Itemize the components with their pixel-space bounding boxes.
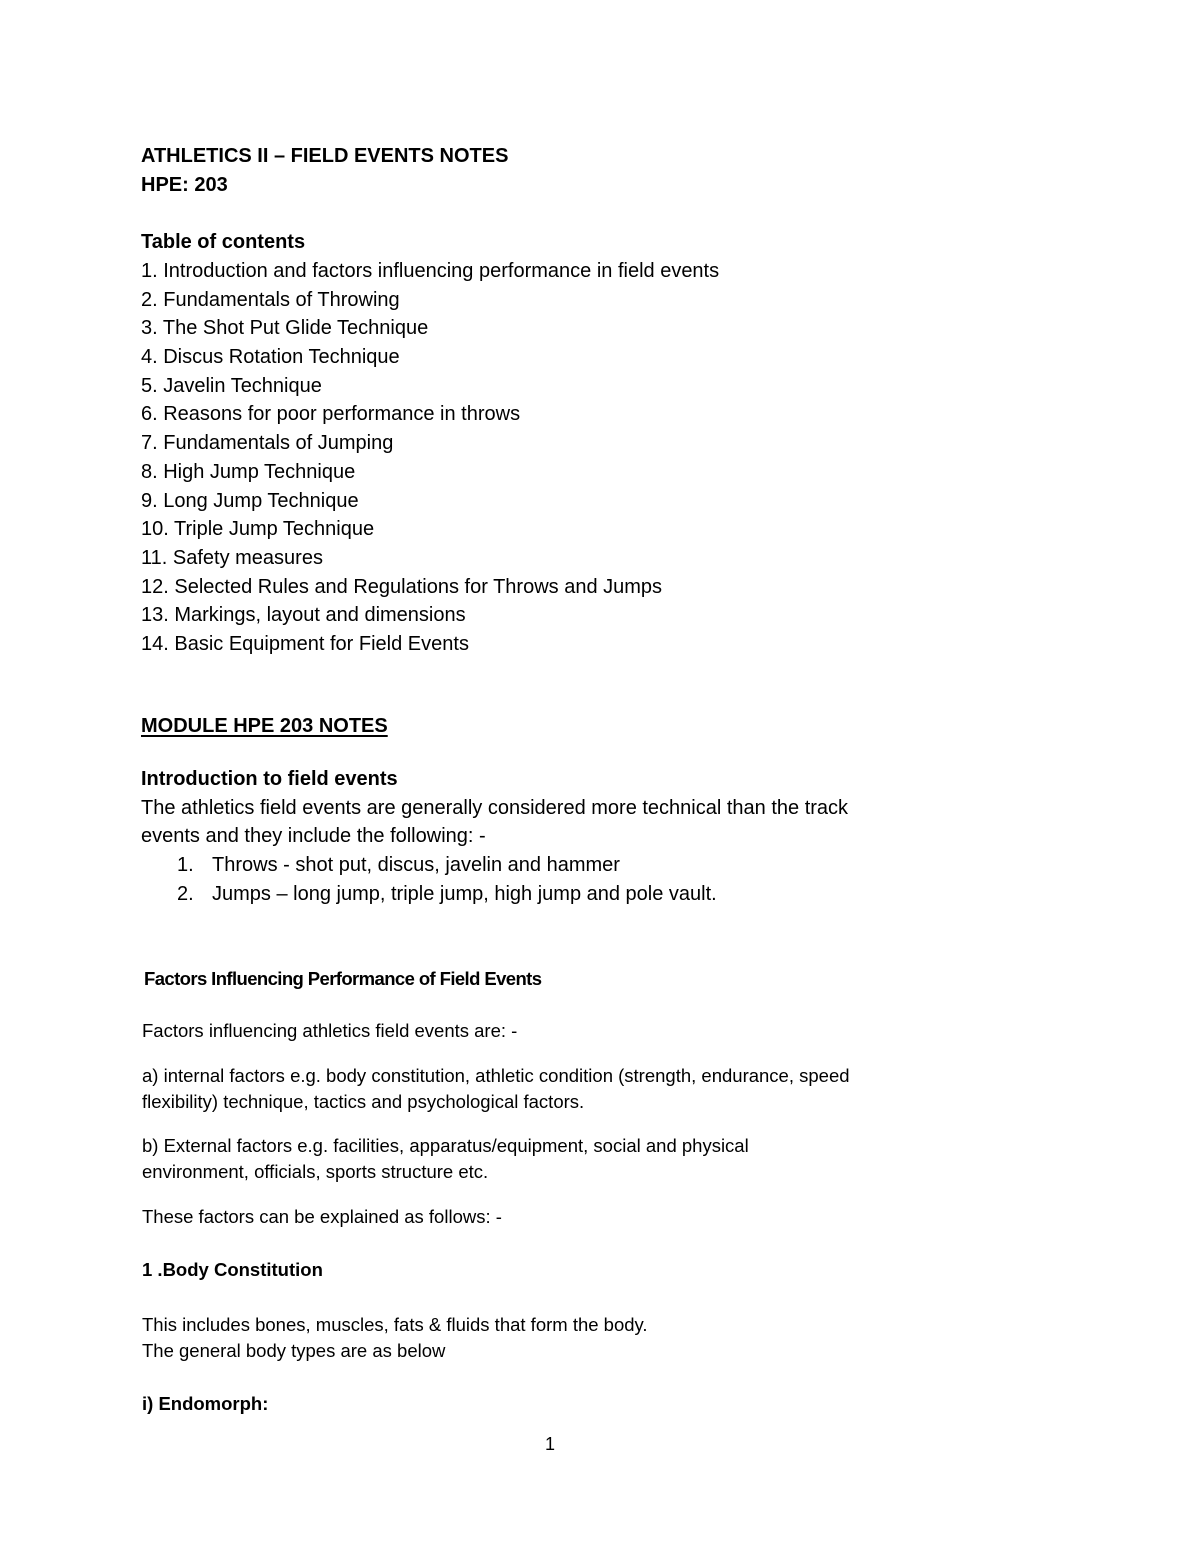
toc-item: 11. Safety measures xyxy=(141,547,323,569)
factors-lead: Factors influencing athletics field events are: - xyxy=(142,1020,518,1041)
toc-item: 7. Fundamentals of Jumping xyxy=(141,432,394,454)
toc-item: 1. Introduction and factors influencing performance in field events xyxy=(141,260,720,282)
toc-item: 14. Basic Equipment for Field Events xyxy=(141,633,469,655)
factors-heading: Factors Influencing Performance of Field Events xyxy=(144,968,542,989)
toc-item: 2. Fundamentals of Throwing xyxy=(141,289,400,311)
factors-b-line: environment, officials, sports structure etc. xyxy=(142,1161,489,1182)
body-constitution-line: The general body types are as below xyxy=(142,1340,446,1361)
factors-explain: These factors can be explained as follows: - xyxy=(142,1206,502,1227)
toc-item: 12. Selected Rules and Regulations for Throws and Jumps xyxy=(141,576,663,598)
intro-text-line: events and they include the following: - xyxy=(141,825,486,847)
body-constitution-line: This includes bones, muscles, fats & fluids that form the body. xyxy=(142,1314,648,1335)
toc-item: 13. Markings, layout and dimensions xyxy=(141,604,466,626)
toc-item: 6. Reasons for poor performance in throws xyxy=(141,403,521,425)
toc-item: 4. Discus Rotation Technique xyxy=(141,346,400,368)
body-constitution-heading: 1 .Body Constitution xyxy=(142,1259,323,1280)
list-item-number: 1. xyxy=(177,854,194,876)
factors-a-line: flexibility) technique, tactics and psychological factors. xyxy=(142,1091,585,1112)
page-number: 1 xyxy=(544,1434,555,1454)
toc-item: 9. Long Jump Technique xyxy=(141,490,359,512)
module-heading: MODULE HPE 203 NOTES xyxy=(141,715,388,737)
endomorph-heading: i) Endomorph: xyxy=(142,1393,269,1414)
toc-heading: Table of contents xyxy=(141,231,306,253)
toc-item: 3. The Shot Put Glide Technique xyxy=(141,317,429,339)
intro-text-line: The athletics field events are generally considered more technical than the track xyxy=(141,797,849,819)
course-code: HPE: 203 xyxy=(141,174,228,196)
list-item-text: Jumps – long jump, triple jump, high jump and pole vault. xyxy=(212,883,717,905)
intro-heading: Introduction to field events xyxy=(141,768,398,790)
toc-item: 10. Triple Jump Technique xyxy=(141,518,375,540)
document-title: ATHLETICS II – FIELD EVENTS NOTES xyxy=(141,145,509,167)
list-item-number: 2. xyxy=(177,883,194,905)
factors-a-line: a) internal factors e.g. body constitution, athletic condition (strength, endurance, speed xyxy=(142,1065,850,1086)
toc-item: 8. High Jump Technique xyxy=(141,461,356,483)
toc-item: 5. Javelin Technique xyxy=(141,375,322,397)
factors-b-line: b) External factors e.g. facilities, apparatus/equipment, social and physical xyxy=(142,1135,749,1156)
list-item-text: Throws - shot put, discus, javelin and hammer xyxy=(212,854,620,876)
